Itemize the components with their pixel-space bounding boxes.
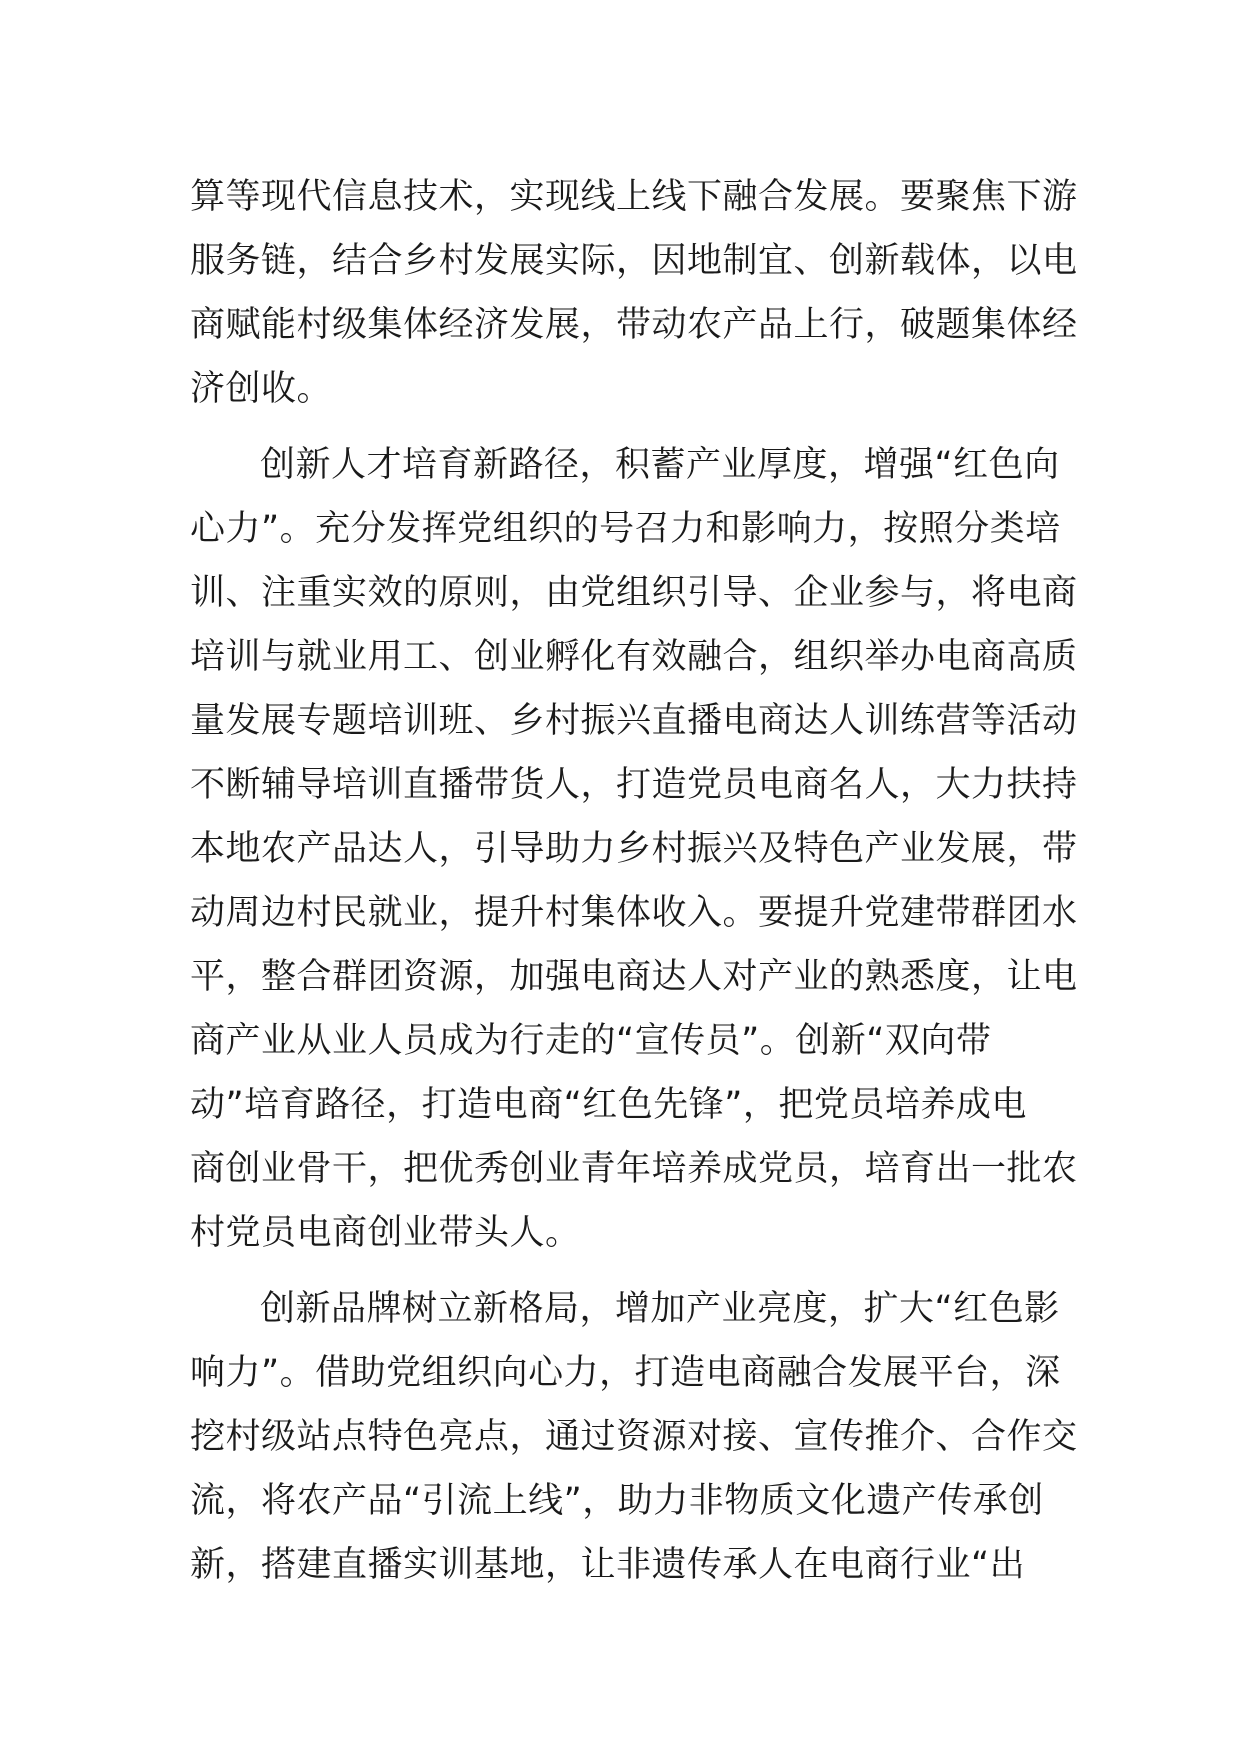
text-line: 流，将农产品“引流上线”，助力非物质文化遗产传承创 [190, 1481, 1044, 1521]
text-line: 新，搭建直播实训基地，让非遗传承人在电商行业“出 [190, 1545, 1026, 1585]
text-line: 村党员电商创业带头人。 [190, 1213, 581, 1253]
text-line: 响力”。借助党组织向心力，打造电商融合发展平台，深 [190, 1353, 1061, 1393]
text-line: 平，整合群团资源，加强电商达人对产业的熟悉度，让电 [190, 957, 1078, 997]
text-line: 本地农产品达人，引导助力乡村振兴及特色产业发展，带 [190, 829, 1078, 869]
text-line: 量发展专题培训班、乡村振兴直播电商达人训练营等活动 [190, 701, 1078, 741]
text-line: 培训与就业用工、创业孵化有效融合，组织举办电商高质 [190, 637, 1078, 677]
text-line: 商赋能村级集体经济发展，带动农产品上行，破题集体经 [190, 305, 1078, 345]
text-line: 动”培育路径，打造电商“红色先锋”，把党员培养成电 [190, 1085, 1027, 1125]
text-line: 训、注重实效的原则，由党组织引导、企业参与，将电商 [190, 573, 1078, 613]
text-line: 心力”。充分发挥党组织的号召力和影响力，按照分类培 [190, 509, 1061, 549]
text-line: 商创业骨干，把优秀创业青年培养成党员，培育出一批农 [190, 1149, 1078, 1189]
text-line: 济创收。 [190, 369, 333, 409]
text-line: 服务链，结合乡村发展实际，因地制宜、创新载体，以电 [190, 241, 1078, 281]
body-text [190, 165, 1078, 1597]
text-line: 创新人才培育新路径，积蓄产业厚度，增强“红色向 [260, 445, 1060, 485]
text-line: 不断辅导培训直播带货人，打造党员电商名人，大力扶持 [190, 765, 1078, 805]
paragraph-3 [190, 1277, 1078, 1597]
text-line: 创新品牌树立新格局，增加产业亮度，扩大“红色影 [260, 1289, 1060, 1329]
text-line: 商产业从业人员成为行走的“宣传员”。创新“双向带 [190, 1021, 992, 1061]
paragraph-2 [190, 433, 1078, 1265]
text-line: 挖村级站点特色亮点，通过资源对接、宣传推介、合作交 [190, 1417, 1078, 1457]
paragraph-1 [190, 165, 1078, 421]
text-line: 动周边村民就业，提升村集体收入。要提升党建带群团水 [190, 893, 1078, 933]
text-line: 算等现代信息技术，实现线上线下融合发展。要聚焦下游 [190, 177, 1078, 217]
